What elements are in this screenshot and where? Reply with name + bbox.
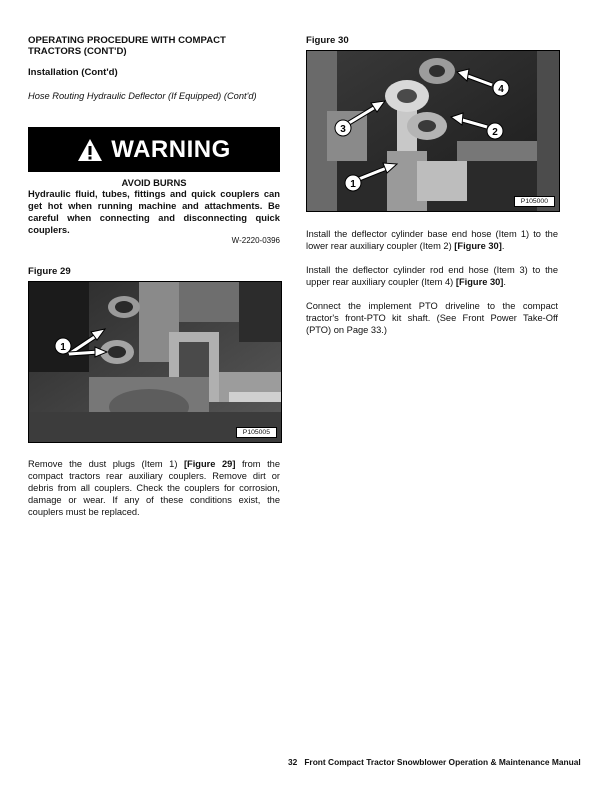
section-heading: OPERATING PROCEDURE WITH COMPACT TRACTORS (CONT'D)	[28, 35, 226, 57]
warning-text: Hydraulic fluid, tubes, fittings and quick couplers can get hot when running machine and attachments. Be careful when connecting and disconnecting quick couplers.	[28, 188, 280, 235]
subheading: Installation (Cont'd)	[28, 67, 118, 78]
page-number: 32	[288, 757, 298, 767]
warning-title: AVOID BURNS	[121, 177, 187, 188]
figure-29-callout-1: 1	[60, 342, 66, 353]
figure-30-photo	[306, 50, 560, 212]
warning-triangle-icon	[77, 138, 103, 162]
figure-30-callout-3: 3	[340, 124, 346, 135]
warning-code: W-2220-0396	[231, 236, 280, 245]
figure-30-callout-1: 1	[350, 179, 356, 190]
figure-30-label: Figure 30	[306, 35, 349, 46]
italic-subtitle: Hose Routing Hydraulic Deflector (If Equipped) (Cont'd)	[28, 91, 257, 101]
warning-banner	[28, 127, 280, 172]
manual-title: Front Compact Tractor Snowblower Operation & Maintenance Manual	[304, 757, 581, 767]
figure-30-code: P105000	[514, 196, 555, 207]
paragraph-remove-dust-plugs: Remove the dust plugs (Item 1) [Figure 29] from the compact tractors rear auxiliary couplers. Remove dirt or debris from all couplers. Check the couplers for corrosion, damage or wear. If any of these conditions exist, the couplers must be replaced.	[28, 459, 280, 517]
figure-ref: [Figure 30]	[454, 241, 502, 251]
paragraph-rod-end-hose: Install the deflector cylinder rod end hose (Item 3) to the upper rear auxiliary coupler (Item 4) [Figure 30].	[306, 265, 558, 287]
figure-ref: [Figure 29]	[183, 459, 236, 469]
figure-30-callout-2: 2	[492, 127, 498, 138]
paragraph-base-end-hose: Install the deflector cylinder base end hose (Item 1) to the lower rear auxiliary coupler (Item 2) [Figure 30].	[306, 229, 558, 251]
page-footer	[288, 757, 581, 767]
warning-label: WARNING	[111, 135, 231, 163]
figure-29-label: Figure 29	[28, 266, 71, 277]
figure-ref: [Figure 30]	[455, 277, 504, 287]
figure-29-code: P105005	[236, 427, 277, 438]
paragraph-pto-driveline: Connect the implement PTO driveline to the compact tractor's front-PTO kit shaft. (See Front Power Take-Off (PTO) on Page 33.)	[306, 301, 558, 335]
figure-30-callout-4: 4	[498, 84, 504, 95]
figure-29-photo	[28, 281, 282, 443]
